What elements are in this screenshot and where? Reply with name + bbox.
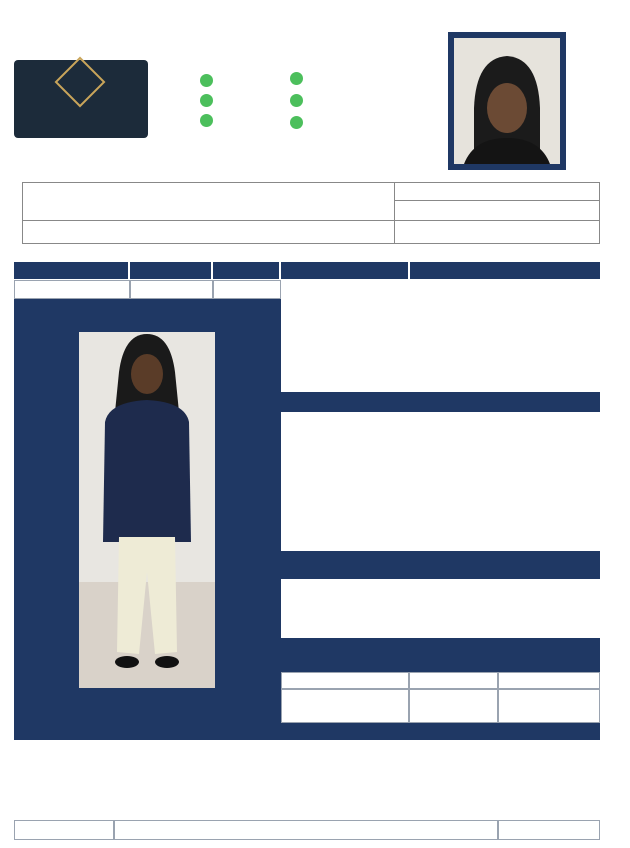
weight-value	[213, 280, 281, 299]
prev-employment-header	[281, 638, 600, 672]
full-body-image	[79, 332, 215, 688]
whatsapp-icon	[290, 94, 303, 107]
name-divider-h3	[394, 220, 600, 221]
height-value	[130, 280, 213, 299]
languages-header	[281, 551, 600, 579]
portrait-image	[454, 38, 560, 164]
whatsapp-icon	[290, 116, 303, 129]
prev-position	[409, 689, 498, 723]
remarks-text	[114, 820, 498, 840]
whatsapp-icon	[200, 74, 213, 87]
hdr-height	[130, 262, 211, 279]
name-divider-v	[394, 182, 395, 244]
hdr-blank	[410, 262, 600, 279]
whatsapp-icon	[200, 94, 213, 107]
name-divider-h	[22, 220, 394, 221]
logo-mark	[55, 57, 106, 108]
full-body-photo	[79, 332, 215, 688]
agency-logo	[14, 60, 148, 138]
remarks-label	[14, 820, 114, 840]
prev-period	[281, 689, 409, 723]
hdr-weight	[213, 262, 279, 279]
remarks-ar	[498, 820, 600, 840]
phone-left-3	[196, 114, 213, 127]
phone-right-1	[286, 72, 303, 85]
details-header	[281, 392, 600, 412]
whatsapp-icon	[200, 114, 213, 127]
portrait-photo	[448, 32, 566, 170]
hdr-religion	[14, 262, 128, 279]
prev-city	[498, 689, 600, 723]
hdr-position-applied	[281, 262, 408, 279]
skills-header	[14, 723, 600, 740]
prev-col-city	[498, 672, 600, 689]
whatsapp-icon	[290, 72, 303, 85]
name-block	[22, 182, 600, 244]
phone-left-2	[196, 94, 213, 107]
name-divider-h2	[394, 200, 600, 201]
religion-value	[14, 280, 130, 299]
phone-right-2	[286, 94, 303, 107]
prev-col-position	[409, 672, 498, 689]
prev-col-period	[281, 672, 409, 689]
phone-left-1	[196, 74, 213, 87]
phone-right-3	[286, 116, 303, 129]
